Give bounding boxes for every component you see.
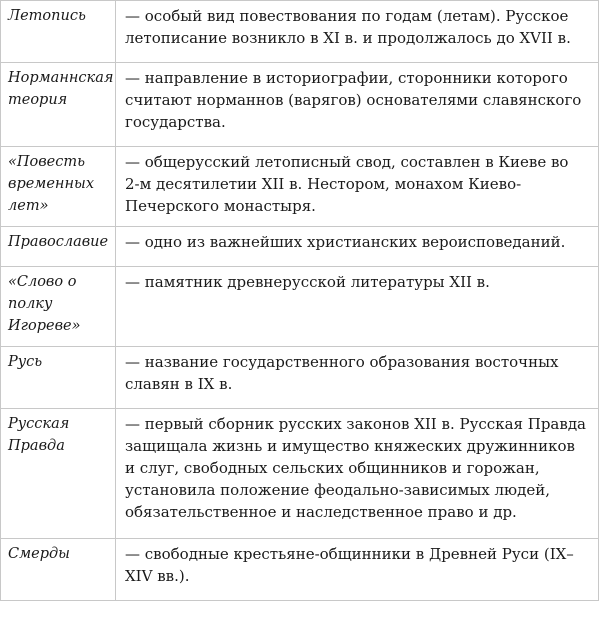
term-cell: Православие [1, 227, 116, 267]
definition-cell: — название государственного образования восточных славян в IX в. [116, 347, 599, 409]
table-row [1, 63, 599, 147]
table-row [1, 409, 599, 539]
definition-cell: — памятник древнерусской литературы XII в. [116, 267, 599, 347]
definition-cell: — свободные крестьяне-общинники в Древней Руси (IX–XIV вв.). [116, 539, 599, 601]
definition-cell: — одно из важнейших христианских вероисповеданий. [116, 227, 599, 267]
table-row [1, 227, 599, 267]
term-cell: «Повесть временных лет» [1, 147, 116, 227]
term-cell: Смерды [1, 539, 116, 601]
table-row [1, 539, 599, 601]
term-cell: «Слово о полку Игореве» [1, 267, 116, 347]
term-cell: Норманнская теория [1, 63, 116, 147]
table-row [1, 267, 599, 347]
table-row [1, 347, 599, 409]
term-cell: Русь [1, 347, 116, 409]
term-cell: Летопись [1, 1, 116, 63]
definition-cell: — первый сборник русских законов XII в. Русская Правда защищала жизнь и имущество княжеских дружинников и слуг, свободных сельских общинников и горожан, установила положение феодально-зависимых людей, обязательственное и наследственное право и др. [116, 409, 599, 539]
definition-cell: — направление в историографии, сторонники которого считают норманнов (варягов) основателями славянского государства. [116, 63, 599, 147]
table-row [1, 147, 599, 227]
table-row [1, 1, 599, 63]
definition-cell: — особый вид повествования по годам (летам). Русское летописание возникло в XI в. и продолжалось до XVII в. [116, 1, 599, 63]
term-cell: Русская Правда [1, 409, 116, 539]
definition-cell: — общерусский летописный свод, составлен в Киеве во 2-м десятилетии XII в. Нестором, монахом Киево-Печерского монастыря. [116, 147, 599, 227]
